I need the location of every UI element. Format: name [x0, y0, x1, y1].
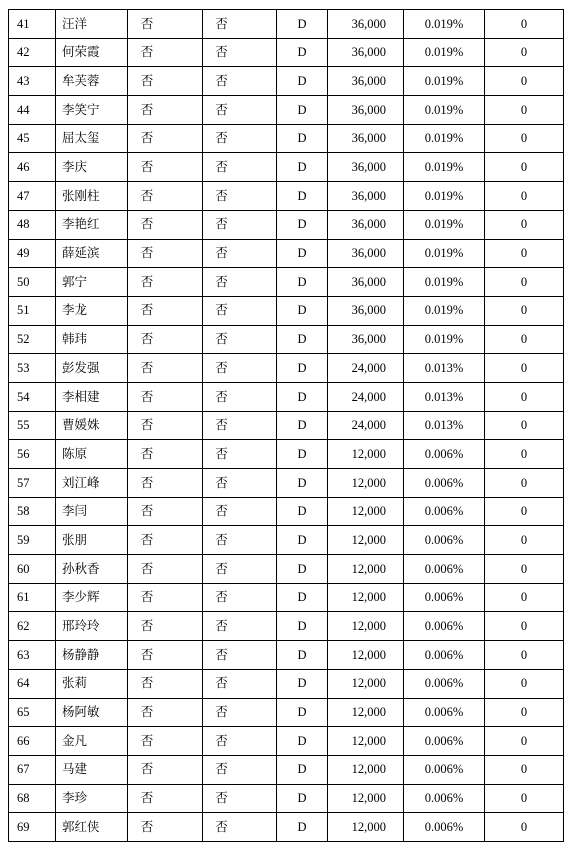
percent-cell: 0.019% — [404, 153, 485, 182]
amount-cell: 24,000 — [328, 354, 404, 383]
last-cell: 0 — [485, 641, 564, 670]
row-number-cell: 41 — [9, 10, 56, 39]
last-cell: 0 — [485, 440, 564, 469]
table-row — [9, 10, 564, 39]
flag-a-cell: 否 — [128, 469, 203, 498]
flag-b-cell: 否 — [203, 612, 277, 641]
percent-cell: 0.019% — [404, 96, 485, 125]
percent-cell: 0.019% — [404, 268, 485, 297]
last-cell: 0 — [485, 67, 564, 96]
name-cell: 屈太玺 — [56, 124, 128, 153]
class-cell: D — [277, 612, 328, 641]
table-row — [9, 38, 564, 67]
last-cell: 0 — [485, 268, 564, 297]
name-cell: 马建 — [56, 755, 128, 784]
class-cell: D — [277, 96, 328, 125]
class-cell: D — [277, 583, 328, 612]
amount-cell: 12,000 — [328, 698, 404, 727]
flag-b-cell: 否 — [203, 239, 277, 268]
name-cell: 杨静静 — [56, 641, 128, 670]
amount-cell: 12,000 — [328, 755, 404, 784]
table-row — [9, 727, 564, 756]
row-number-cell: 58 — [9, 497, 56, 526]
last-cell: 0 — [485, 784, 564, 813]
last-cell: 0 — [485, 325, 564, 354]
row-number-cell: 54 — [9, 382, 56, 411]
row-number-cell: 55 — [9, 411, 56, 440]
shareholder-table — [8, 9, 564, 842]
flag-a-cell: 否 — [128, 182, 203, 211]
name-cell: 张莉 — [56, 669, 128, 698]
class-cell: D — [277, 268, 328, 297]
table-row — [9, 411, 564, 440]
amount-cell: 36,000 — [328, 182, 404, 211]
row-number-cell: 44 — [9, 96, 56, 125]
flag-b-cell: 否 — [203, 555, 277, 584]
table-row — [9, 382, 564, 411]
name-cell: 邢玲玲 — [56, 612, 128, 641]
amount-cell: 36,000 — [328, 325, 404, 354]
last-cell: 0 — [485, 669, 564, 698]
last-cell: 0 — [485, 813, 564, 842]
row-number-cell: 50 — [9, 268, 56, 297]
flag-a-cell: 否 — [128, 268, 203, 297]
flag-a-cell: 否 — [128, 296, 203, 325]
flag-a-cell: 否 — [128, 67, 203, 96]
percent-cell: 0.006% — [404, 727, 485, 756]
flag-b-cell: 否 — [203, 182, 277, 211]
last-cell: 0 — [485, 38, 564, 67]
table-row — [9, 182, 564, 211]
row-number-cell: 53 — [9, 354, 56, 383]
table-row — [9, 325, 564, 354]
flag-a-cell: 否 — [128, 526, 203, 555]
last-cell: 0 — [485, 239, 564, 268]
table-row — [9, 813, 564, 842]
flag-b-cell: 否 — [203, 469, 277, 498]
flag-a-cell: 否 — [128, 698, 203, 727]
class-cell: D — [277, 440, 328, 469]
flag-a-cell: 否 — [128, 354, 203, 383]
class-cell: D — [277, 325, 328, 354]
percent-cell: 0.006% — [404, 526, 485, 555]
flag-b-cell: 否 — [203, 813, 277, 842]
table-row — [9, 526, 564, 555]
class-cell: D — [277, 239, 328, 268]
flag-a-cell: 否 — [128, 153, 203, 182]
amount-cell: 36,000 — [328, 239, 404, 268]
row-number-cell: 57 — [9, 469, 56, 498]
flag-a-cell: 否 — [128, 239, 203, 268]
table-row — [9, 153, 564, 182]
table-row — [9, 698, 564, 727]
flag-a-cell: 否 — [128, 497, 203, 526]
percent-cell: 0.013% — [404, 354, 485, 383]
row-number-cell: 48 — [9, 210, 56, 239]
class-cell: D — [277, 67, 328, 96]
flag-b-cell: 否 — [203, 411, 277, 440]
percent-cell: 0.006% — [404, 669, 485, 698]
amount-cell: 36,000 — [328, 124, 404, 153]
name-cell: 何荣霞 — [56, 38, 128, 67]
row-number-cell: 47 — [9, 182, 56, 211]
flag-a-cell: 否 — [128, 555, 203, 584]
class-cell: D — [277, 153, 328, 182]
table-row — [9, 497, 564, 526]
row-number-cell: 49 — [9, 239, 56, 268]
class-cell: D — [277, 38, 328, 67]
class-cell: D — [277, 497, 328, 526]
class-cell: D — [277, 354, 328, 383]
percent-cell: 0.006% — [404, 469, 485, 498]
row-number-cell: 60 — [9, 555, 56, 584]
flag-a-cell: 否 — [128, 411, 203, 440]
last-cell: 0 — [485, 354, 564, 383]
class-cell: D — [277, 210, 328, 239]
percent-cell: 0.019% — [404, 296, 485, 325]
flag-b-cell: 否 — [203, 727, 277, 756]
last-cell: 0 — [485, 555, 564, 584]
class-cell: D — [277, 382, 328, 411]
amount-cell: 12,000 — [328, 641, 404, 670]
amount-cell: 36,000 — [328, 268, 404, 297]
row-number-cell: 43 — [9, 67, 56, 96]
flag-a-cell: 否 — [128, 784, 203, 813]
name-cell: 孙秋香 — [56, 555, 128, 584]
table-row — [9, 469, 564, 498]
last-cell: 0 — [485, 96, 564, 125]
name-cell: 郭红侠 — [56, 813, 128, 842]
amount-cell: 24,000 — [328, 382, 404, 411]
amount-cell: 36,000 — [328, 67, 404, 96]
flag-b-cell: 否 — [203, 296, 277, 325]
amount-cell: 12,000 — [328, 583, 404, 612]
class-cell: D — [277, 182, 328, 211]
flag-a-cell: 否 — [128, 440, 203, 469]
name-cell: 彭发强 — [56, 354, 128, 383]
row-number-cell: 42 — [9, 38, 56, 67]
name-cell: 李相建 — [56, 382, 128, 411]
table-row — [9, 612, 564, 641]
percent-cell: 0.006% — [404, 698, 485, 727]
class-cell: D — [277, 526, 328, 555]
percent-cell: 0.006% — [404, 555, 485, 584]
flag-a-cell: 否 — [128, 669, 203, 698]
amount-cell: 12,000 — [328, 669, 404, 698]
percent-cell: 0.019% — [404, 210, 485, 239]
amount-cell: 12,000 — [328, 440, 404, 469]
percent-cell: 0.019% — [404, 182, 485, 211]
amount-cell: 36,000 — [328, 153, 404, 182]
table-body — [9, 10, 564, 842]
amount-cell: 24,000 — [328, 411, 404, 440]
flag-a-cell: 否 — [128, 38, 203, 67]
name-cell: 李少辉 — [56, 583, 128, 612]
class-cell: D — [277, 784, 328, 813]
flag-b-cell: 否 — [203, 38, 277, 67]
flag-a-cell: 否 — [128, 583, 203, 612]
flag-b-cell: 否 — [203, 96, 277, 125]
class-cell: D — [277, 755, 328, 784]
name-cell: 李珍 — [56, 784, 128, 813]
flag-b-cell: 否 — [203, 497, 277, 526]
flag-a-cell: 否 — [128, 325, 203, 354]
table-row — [9, 268, 564, 297]
flag-a-cell: 否 — [128, 755, 203, 784]
amount-cell: 12,000 — [328, 727, 404, 756]
table-row — [9, 354, 564, 383]
amount-cell: 12,000 — [328, 469, 404, 498]
flag-b-cell: 否 — [203, 698, 277, 727]
flag-b-cell: 否 — [203, 268, 277, 297]
percent-cell: 0.019% — [404, 325, 485, 354]
row-number-cell: 67 — [9, 755, 56, 784]
percent-cell: 0.006% — [404, 641, 485, 670]
flag-b-cell: 否 — [203, 669, 277, 698]
name-cell: 杨阿敏 — [56, 698, 128, 727]
flag-b-cell: 否 — [203, 583, 277, 612]
flag-a-cell: 否 — [128, 210, 203, 239]
row-number-cell: 69 — [9, 813, 56, 842]
row-number-cell: 63 — [9, 641, 56, 670]
flag-b-cell: 否 — [203, 10, 277, 39]
name-cell: 李艳红 — [56, 210, 128, 239]
table-row — [9, 641, 564, 670]
row-number-cell: 68 — [9, 784, 56, 813]
last-cell: 0 — [485, 210, 564, 239]
last-cell: 0 — [485, 755, 564, 784]
flag-b-cell: 否 — [203, 526, 277, 555]
flag-a-cell: 否 — [128, 813, 203, 842]
amount-cell: 36,000 — [328, 296, 404, 325]
percent-cell: 0.013% — [404, 382, 485, 411]
percent-cell: 0.019% — [404, 10, 485, 39]
name-cell: 曹媛姝 — [56, 411, 128, 440]
last-cell: 0 — [485, 727, 564, 756]
last-cell: 0 — [485, 497, 564, 526]
name-cell: 韩玮 — [56, 325, 128, 354]
amount-cell: 12,000 — [328, 497, 404, 526]
row-number-cell: 66 — [9, 727, 56, 756]
name-cell: 李闫 — [56, 497, 128, 526]
name-cell: 李龙 — [56, 296, 128, 325]
amount-cell: 36,000 — [328, 10, 404, 39]
last-cell: 0 — [485, 10, 564, 39]
flag-b-cell: 否 — [203, 153, 277, 182]
last-cell: 0 — [485, 698, 564, 727]
percent-cell: 0.019% — [404, 38, 485, 67]
flag-b-cell: 否 — [203, 124, 277, 153]
row-number-cell: 51 — [9, 296, 56, 325]
flag-a-cell: 否 — [128, 612, 203, 641]
table-row — [9, 96, 564, 125]
percent-cell: 0.006% — [404, 755, 485, 784]
class-cell: D — [277, 296, 328, 325]
flag-a-cell: 否 — [128, 641, 203, 670]
flag-b-cell: 否 — [203, 440, 277, 469]
percent-cell: 0.006% — [404, 813, 485, 842]
row-number-cell: 56 — [9, 440, 56, 469]
table-row — [9, 124, 564, 153]
table-row — [9, 67, 564, 96]
name-cell: 张刚柱 — [56, 182, 128, 211]
table-row — [9, 440, 564, 469]
class-cell: D — [277, 411, 328, 440]
name-cell: 张朋 — [56, 526, 128, 555]
percent-cell: 0.006% — [404, 497, 485, 526]
table-row — [9, 784, 564, 813]
last-cell: 0 — [485, 469, 564, 498]
percent-cell: 0.019% — [404, 239, 485, 268]
last-cell: 0 — [485, 182, 564, 211]
flag-a-cell: 否 — [128, 10, 203, 39]
name-cell: 汪洋 — [56, 10, 128, 39]
name-cell: 李笑宁 — [56, 96, 128, 125]
class-cell: D — [277, 813, 328, 842]
table-row — [9, 583, 564, 612]
row-number-cell: 64 — [9, 669, 56, 698]
flag-a-cell: 否 — [128, 382, 203, 411]
class-cell: D — [277, 10, 328, 39]
table-row — [9, 555, 564, 584]
flag-b-cell: 否 — [203, 354, 277, 383]
name-cell: 刘江峰 — [56, 469, 128, 498]
table-row — [9, 239, 564, 268]
row-number-cell: 65 — [9, 698, 56, 727]
percent-cell: 0.013% — [404, 411, 485, 440]
amount-cell: 36,000 — [328, 210, 404, 239]
table-row — [9, 210, 564, 239]
last-cell: 0 — [485, 124, 564, 153]
row-number-cell: 46 — [9, 153, 56, 182]
last-cell: 0 — [485, 411, 564, 440]
last-cell: 0 — [485, 526, 564, 555]
class-cell: D — [277, 698, 328, 727]
class-cell: D — [277, 727, 328, 756]
name-cell: 郭宁 — [56, 268, 128, 297]
flag-a-cell: 否 — [128, 727, 203, 756]
flag-b-cell: 否 — [203, 755, 277, 784]
row-number-cell: 59 — [9, 526, 56, 555]
row-number-cell: 45 — [9, 124, 56, 153]
last-cell: 0 — [485, 382, 564, 411]
flag-b-cell: 否 — [203, 784, 277, 813]
percent-cell: 0.006% — [404, 440, 485, 469]
row-number-cell: 52 — [9, 325, 56, 354]
percent-cell: 0.019% — [404, 67, 485, 96]
table-row — [9, 755, 564, 784]
row-number-cell: 62 — [9, 612, 56, 641]
last-cell: 0 — [485, 296, 564, 325]
table-row — [9, 296, 564, 325]
flag-b-cell: 否 — [203, 210, 277, 239]
percent-cell: 0.019% — [404, 124, 485, 153]
class-cell: D — [277, 469, 328, 498]
flag-b-cell: 否 — [203, 325, 277, 354]
flag-b-cell: 否 — [203, 67, 277, 96]
class-cell: D — [277, 641, 328, 670]
name-cell: 金凡 — [56, 727, 128, 756]
amount-cell: 12,000 — [328, 813, 404, 842]
name-cell: 牟芙蓉 — [56, 67, 128, 96]
percent-cell: 0.006% — [404, 784, 485, 813]
last-cell: 0 — [485, 612, 564, 641]
flag-b-cell: 否 — [203, 382, 277, 411]
table-row — [9, 669, 564, 698]
amount-cell: 36,000 — [328, 38, 404, 67]
name-cell: 陈原 — [56, 440, 128, 469]
class-cell: D — [277, 669, 328, 698]
last-cell: 0 — [485, 153, 564, 182]
percent-cell: 0.006% — [404, 583, 485, 612]
amount-cell: 12,000 — [328, 526, 404, 555]
name-cell: 薛延滨 — [56, 239, 128, 268]
class-cell: D — [277, 124, 328, 153]
row-number-cell: 61 — [9, 583, 56, 612]
last-cell: 0 — [485, 583, 564, 612]
class-cell: D — [277, 555, 328, 584]
percent-cell: 0.006% — [404, 612, 485, 641]
amount-cell: 12,000 — [328, 784, 404, 813]
flag-a-cell: 否 — [128, 124, 203, 153]
amount-cell: 36,000 — [328, 96, 404, 125]
name-cell: 李庆 — [56, 153, 128, 182]
flag-b-cell: 否 — [203, 641, 277, 670]
amount-cell: 12,000 — [328, 555, 404, 584]
amount-cell: 12,000 — [328, 612, 404, 641]
flag-a-cell: 否 — [128, 96, 203, 125]
